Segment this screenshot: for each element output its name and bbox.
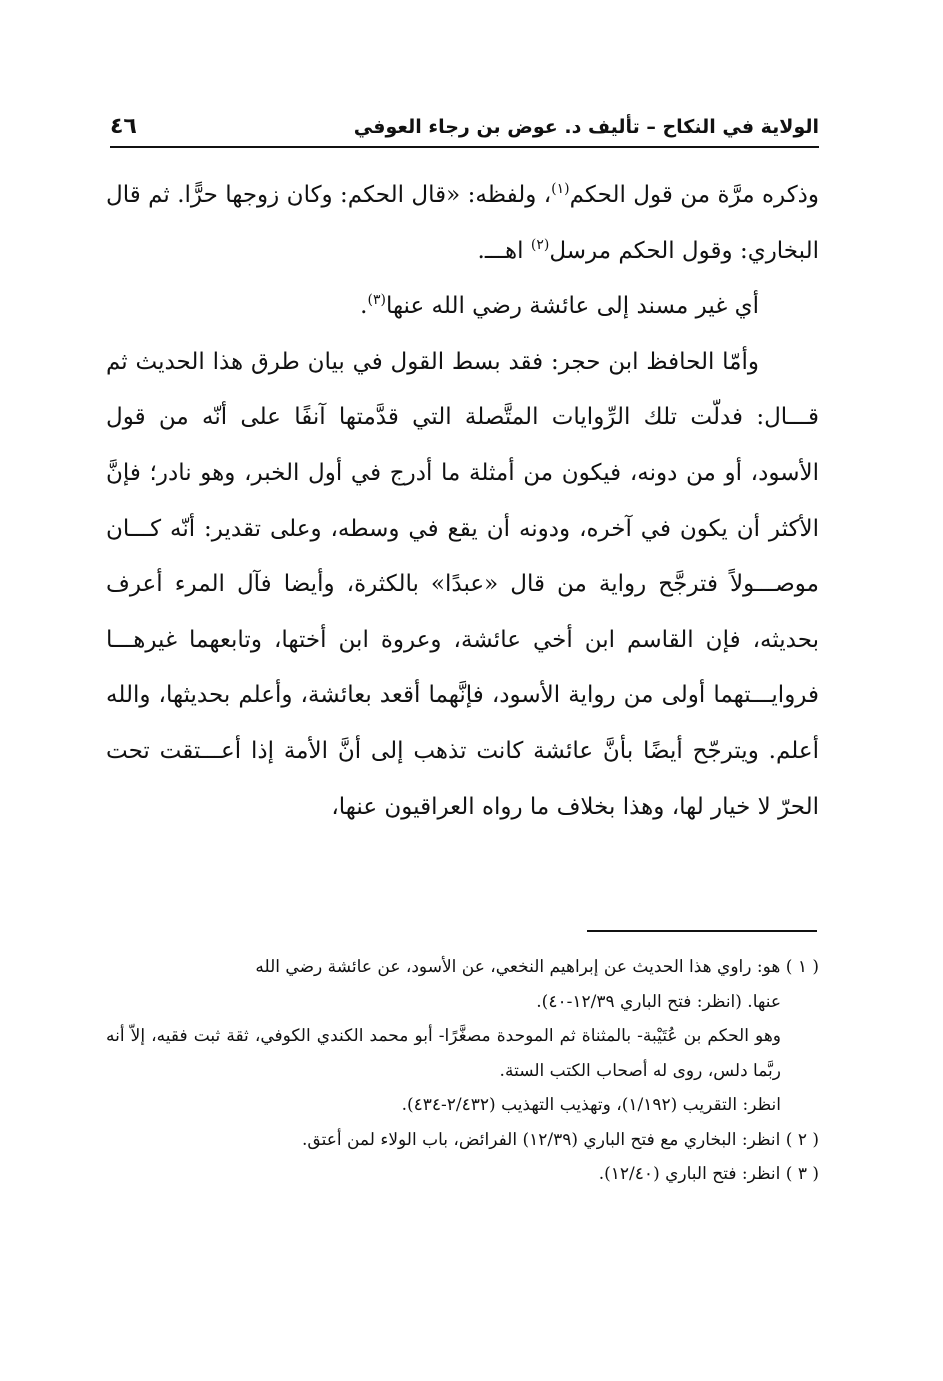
paragraph-2-text-a: أي غير مسند إلى عائشة رضي الله عنها [385,293,759,320]
footnote-1-line-3: وهو الحكم بن عُتَيْبة- بالمثناة ثم الموحدة مصغَّرًا- أبو محمد الكندي الكوفي، ثقة ثبت فقيه، إلاّ أنه ربَّما دلس، روى له أصحاب الكتب الستة. [106,1026,781,1081]
paragraph-3: وأمّا الحافظ ابن حجر: فقد بسط القول في بيان طرق هذا الحديث ثم قـــال: فدلّت تلك الرِّوايات المتَّصلة التي قدَّمتها آنفًا على أنّه من قول الأسود، أو من دونه، فيكون من أمثلة ما أدرج في أول الخبر، وهو نادر؛ فإنَّ الأكثر أن يكون في آخره، ودونه أن يقع في وسطه، وعلى تقدير: أنّه كـــان موصـــولاً فترجَّح رواية من قال «عبدًا» بالكثرة، وأيضا فآل المرء أعرف بحديثه، فإن القاسم ابن أخي عائشة، وعروة ابن أختها، وتابعهما غيرهـــا فروايـــتهما أولى من رواية الأسود، فإنَّهما أقعد بعائشة، وأعلم بحديثها، والله أعلم. ويترجّح أيضًا بأنَّ عائشة كانت تذهب إلى أنَّ الأمة إذا أعـــتقت تحت الحرّ لا خيار لها، وهذا بخلاف ما رواه العراقيون عنها، [106,348,819,820]
footnote-1-line-5: انظر: التقريب (١/١٩٢)، وتهذيب التهذيب (٢/٤٣٢-٤٣٤). [401,1095,781,1115]
paragraph-1-text-c: اهـــ. [477,237,531,264]
footnote-ref-2: (٢) [530,236,550,253]
footnotes [106,950,819,1192]
paragraph-1-text-a: وذكره مرَّة من قول الحكم [569,182,819,208]
main-text [106,168,819,835]
header-title: الولاية في النكاح – تأليف د. عوض بن رجاء العوفي [353,116,819,138]
page-number: ٤٦ [110,114,137,139]
paragraph-1 [106,168,819,279]
paragraph-1-text-b: ، ولفظه: «قال الحكم: وكان زوجها حرًّا. ثم قال البخاري: وقول الحكم مرسل [106,182,819,264]
footnote-ref-3: (٣) [367,292,386,309]
footnote-2: ( ٢ ) انظر: البخاري مع فتح الباري (١٢/٣٩) الفرائض، باب الولاء لمن أعتق. [302,1129,819,1150]
paragraph-2-text-b: . [360,293,368,320]
footnote-1-line-2: عنها. (انظر: فتح الباري ١٢/٣٩-٤٠). [536,991,781,1012]
paragraph-2 [106,279,819,335]
running-header [110,112,819,148]
footnote-3: ( ٣ ) انظر: فتح الباري (١٢/٤٠). [598,1164,819,1184]
footnote-separator [587,930,817,932]
footnote-1-line-1: ( ١ ) هو: راوي هذا الحديث عن إبراهيم النخعي، عن الأسود، عن عائشة رضي الله [255,957,819,977]
footnote-ref-1: (١) [551,181,570,197]
